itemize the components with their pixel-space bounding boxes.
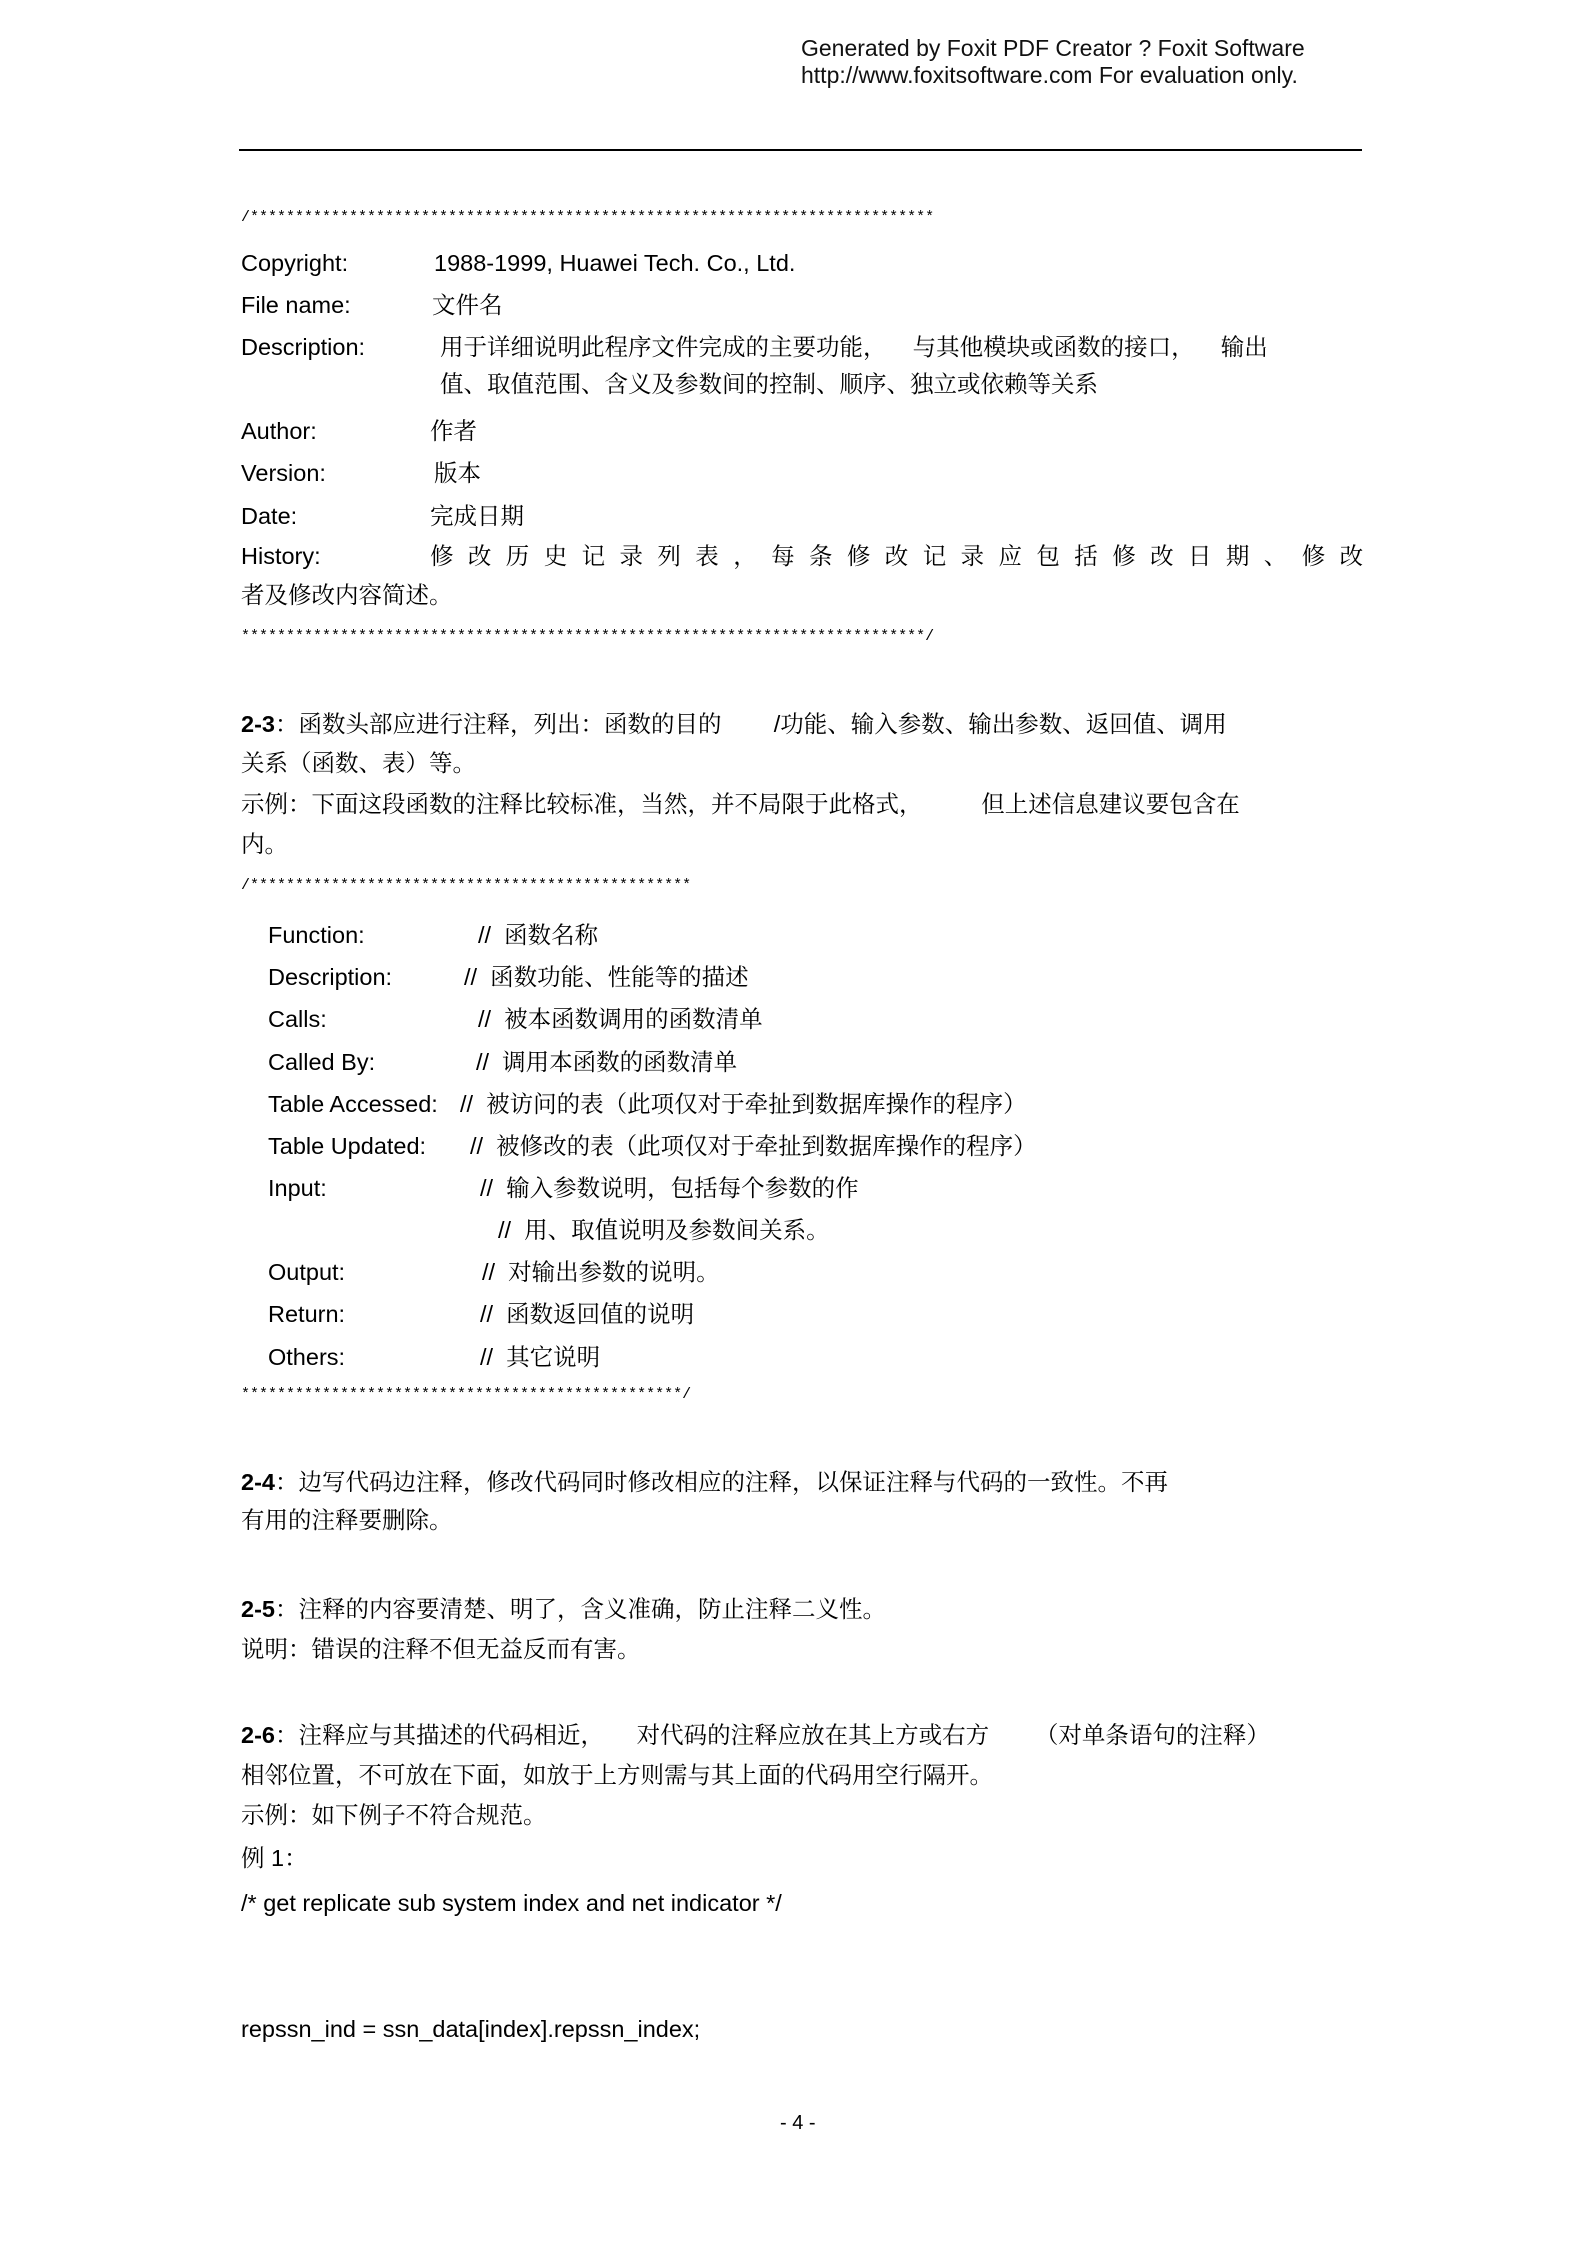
- rule-2-3-example-cont: 内。: [241, 831, 288, 857]
- rule-text: ：边写代码边注释，修改代码同时修改相应的注释，以保证注释与代码的一致性。不再: [274, 1469, 1168, 1495]
- rule-text: ：注释应与其描述的代码相近， 对代码的注释应放在其上方或右方 （对单条语句的注释）: [274, 1722, 1270, 1748]
- description-value-cont: 值、取值范围、含义及参数间的控制、顺序、独立或依赖等关系: [440, 371, 1098, 397]
- page-number: - 4 -: [780, 2112, 816, 2134]
- rule-2-4-line-1: [241, 1467, 1168, 1497]
- copyright-label: Copyright:: [241, 250, 349, 276]
- table-updated-label: Table Updated:: [268, 1133, 427, 1159]
- rule-number: 2-5: [241, 1596, 275, 1622]
- rule-2-6-line-1: [241, 1720, 1270, 1750]
- rule-number: 2-6: [241, 1722, 275, 1748]
- others-label: Others:: [268, 1344, 346, 1370]
- input-comment: // 输入参数说明，包括每个参数的作: [480, 1175, 859, 1201]
- calls-comment: // 被本函数调用的函数清单: [478, 1006, 763, 1032]
- function-label: Function:: [268, 922, 365, 948]
- output-label: Output:: [268, 1259, 346, 1285]
- rule-text: ：函数头部应进行注释，列出：函数的目的 /功能、输入参数、输出参数、返回值、调用: [274, 711, 1227, 737]
- description-label-fn: Description:: [268, 964, 393, 990]
- date-value: 完成日期: [430, 503, 524, 529]
- author-value: 作者: [430, 418, 477, 444]
- function-comment: // 函数名称: [478, 922, 599, 948]
- file-header-open-stars: /****************************************************************************: [241, 209, 935, 226]
- rule-text: ：注释的内容要清楚、明了，含义准确，防止注释二义性。: [274, 1596, 886, 1622]
- file-name-value: 文件名: [432, 292, 503, 318]
- header-rule: [239, 149, 1362, 151]
- output-comment: // 对输出参数的说明。: [482, 1259, 720, 1285]
- copyright-value: 1988-1999, Huawei Tech. Co., Ltd.: [434, 250, 796, 276]
- author-label: Author:: [241, 418, 317, 444]
- version-label: Version:: [241, 460, 326, 486]
- code-comment-line: /* get replicate sub system index and net indicator */: [241, 1890, 782, 1916]
- called-by-comment: // 调用本函数的函数清单: [476, 1049, 738, 1075]
- rule-2-4-line-2: 有用的注释要删除。: [241, 1507, 453, 1533]
- date-label: Date:: [241, 503, 298, 529]
- history-value-cont: 者及修改内容简述。: [241, 582, 453, 608]
- rule-2-3-example: 示例：下面这段函数的注释比较标准，当然，并不局限于此格式， 但上述信息建议要包含在: [241, 791, 1240, 817]
- function-header-open-stars: /*************************************************: [241, 877, 692, 894]
- description-label: Description:: [241, 334, 366, 360]
- function-header-close-stars: *************************************************/: [241, 1386, 692, 1403]
- file-name-label: File name:: [241, 292, 351, 318]
- rule-2-5-line-1: [241, 1594, 886, 1624]
- others-comment: // 其它说明: [480, 1344, 601, 1370]
- history-label: History:: [241, 543, 321, 569]
- return-comment: // 函数返回值的说明: [480, 1301, 695, 1327]
- rule-2-5-line-2: 说明：错误的注释不但无益反而有害。: [241, 1636, 641, 1662]
- table-accessed-comment: // 被访问的表（此项仅对于牵扯到数据库操作的程序）: [460, 1091, 1027, 1117]
- rule-number: 2-3: [241, 711, 275, 737]
- code-statement-line: repssn_ind = ssn_data[index].repssn_index;: [241, 2016, 701, 2042]
- table-updated-comment: // 被修改的表（此项仅对于牵扯到数据库操作的程序）: [470, 1133, 1037, 1159]
- file-header-close-stars: ****************************************************************************/: [241, 628, 935, 645]
- return-label: Return:: [268, 1301, 346, 1327]
- description-value: 用于详细说明此程序文件完成的主要功能， 与其他模块或函数的接口， 输出: [440, 334, 1268, 360]
- rule-2-3-line-1: [241, 709, 1227, 739]
- watermark-line-2: http://www.foxitsoftware.com For evaluation only.: [801, 62, 1298, 88]
- rule-2-6-line-2: 相邻位置，不可放在下面，如放于上方则需与其上面的代码用空行隔开。: [241, 1762, 993, 1788]
- version-value: 版本: [434, 460, 481, 486]
- description-comment: // 函数功能、性能等的描述: [464, 964, 749, 990]
- rule-2-3-line-2: 关系（函数、表）等。: [241, 750, 476, 776]
- rule-2-6-example-label: 例 1：: [241, 1845, 308, 1871]
- called-by-label: Called By:: [268, 1049, 376, 1075]
- table-accessed-label: Table Accessed:: [268, 1091, 438, 1117]
- calls-label: Calls:: [268, 1006, 327, 1032]
- rule-number: 2-4: [241, 1469, 275, 1495]
- input-comment-cont: // 用、取值说明及参数间关系。: [498, 1217, 830, 1243]
- rule-2-6-example: 示例：如下例子不符合规范。: [241, 1802, 547, 1828]
- history-value: 修改历史记录列表，每条修改记录应包括修改日期、修改: [430, 543, 1378, 569]
- input-label: Input:: [268, 1175, 327, 1201]
- watermark-line-1: Generated by Foxit PDF Creator ? Foxit Software: [801, 35, 1305, 61]
